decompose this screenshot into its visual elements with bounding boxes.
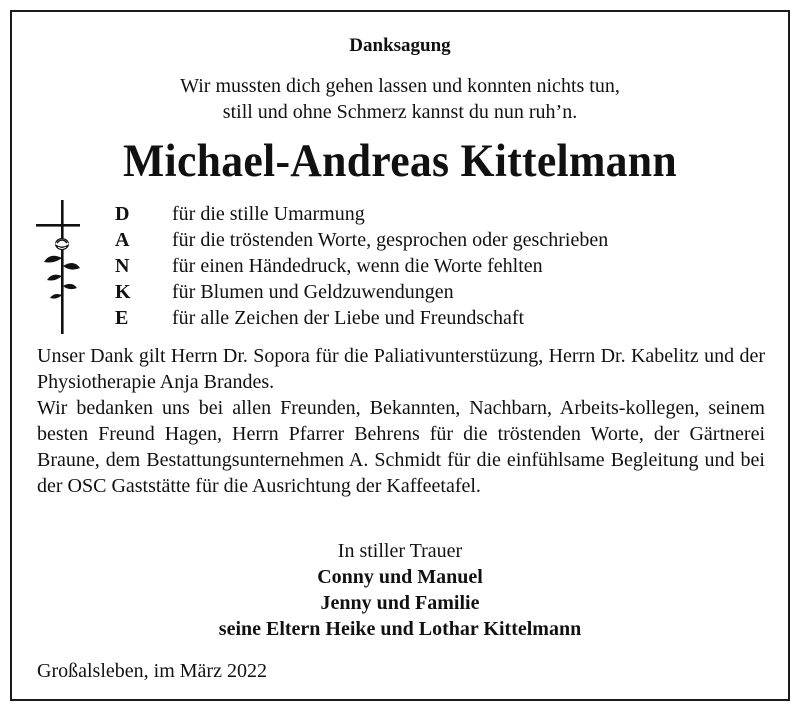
- thanks-paragraph-1: Unser Dank gilt Herrn Dr. Sopora für die Paliativunterstüzung, Herrn Dr. Kabelitz und der Physiotherapie Anja Brandes.: [37, 345, 765, 393]
- acrostic-text: für einen Händedruck, wenn die Worte fehlten: [172, 255, 543, 277]
- verse-line-1: Wir mussten dich gehen lassen und konnten nichts tun,: [180, 75, 620, 97]
- acrostic-text: für Blumen und Geldzuwendungen: [172, 281, 454, 303]
- acrostic-letter: E: [115, 307, 129, 329]
- notice-heading: Danksagung: [349, 35, 451, 56]
- signature-intro: In stiller Trauer: [337, 540, 463, 562]
- signature-name: seine Eltern Heike und Lothar Kittelmann: [218, 618, 582, 640]
- place-date: Großalsleben, im März 2022: [37, 660, 267, 682]
- acrostic-text: für alle Zeichen der Liebe und Freundschaft: [172, 307, 525, 329]
- acrostic-letter: N: [115, 255, 130, 277]
- signature-name: Conny und Manuel: [317, 566, 483, 588]
- acrostic-letter: K: [115, 281, 131, 303]
- cross-with-rose-icon: [36, 200, 80, 334]
- signature-name: Jenny und Familie: [320, 592, 480, 614]
- deceased-name: Michael-Andreas Kittelmann: [122, 135, 677, 187]
- acrostic-letter: D: [115, 203, 130, 225]
- acrostic-letter: A: [115, 229, 130, 251]
- thanks-paragraph-2: Wir bedanken uns bei allen Freunden, Bekannten, Nachbarn, Arbeits-kollegen, seinem besten Freund Hagen, Herrn Pfarrer Behrens für die tröstenden Worte, der Gärtnerei Braune, dem Bestattungsunternehmen A. Schmidt für die einfühlsame Begleitung und bei der OSC Gaststätte für die Ausrichtung der Kaffeetafel.: [37, 397, 765, 497]
- acrostic-text: für die tröstenden Worte, gesprochen oder geschrieben: [172, 229, 609, 251]
- thanks-body: [37, 343, 765, 499]
- verse-line-2: still und ohne Schmerz kannst du nun ruh’n.: [222, 101, 578, 123]
- acrostic-text: für die stille Umarmung: [172, 203, 365, 225]
